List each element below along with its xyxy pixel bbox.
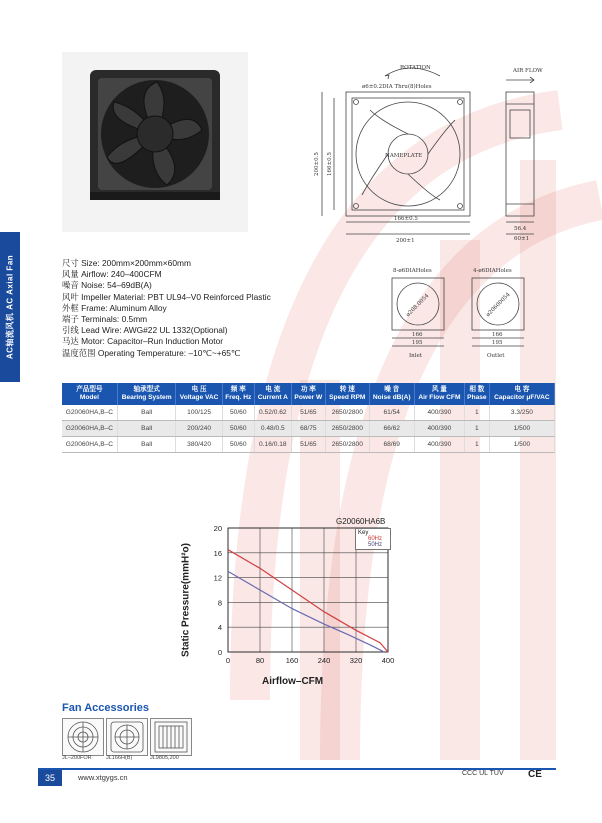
outlet-label: Outlet: [487, 353, 505, 359]
table-header-cell: [489, 383, 554, 405]
table-cell: 61/54: [369, 405, 414, 421]
header-en: Bearing System: [121, 394, 172, 401]
outlet-166: 166: [492, 332, 503, 338]
table-cell: 50/60: [222, 437, 254, 453]
table-cell: 50/60: [222, 421, 254, 437]
table-header-cell: [291, 383, 325, 405]
table-cell: G20060HA,B–C: [62, 437, 117, 453]
table-cell: 100/125: [176, 405, 222, 421]
table-header-cell: [222, 383, 254, 405]
spec-motor: 马达 Motor: Capacitor–Run Induction Motor: [62, 336, 224, 347]
chart-y-tick-label: 12: [213, 573, 222, 583]
dim-60: 60±1: [514, 236, 530, 242]
chart-y-tick-label: 8: [217, 598, 222, 608]
chart-x-tick-label: 80: [255, 656, 265, 665]
table-cell: 51/65: [291, 405, 325, 421]
header-en: Phase: [467, 394, 487, 401]
header-en: Freq. Hz: [225, 394, 252, 401]
spec-noise: 噪音 Noise: 54–69dB(A): [62, 280, 152, 291]
table-header-cell: [369, 383, 414, 405]
table-header-cell: [414, 383, 464, 405]
table-row: [62, 437, 555, 453]
inlet-hole-note: 8-ø6DIAHoles: [393, 268, 432, 274]
inlet-166: 166: [412, 332, 423, 338]
footer-url[interactable]: www.xtgygs.cn: [78, 773, 128, 782]
accessory-label: JL9805,200: [150, 755, 179, 761]
chart-x-tick-label: 0: [225, 656, 231, 665]
table-row: [62, 421, 555, 437]
side-tab-label: AC轴流风机 AC Axial Fan: [5, 254, 15, 360]
table-header-cell: [62, 383, 117, 405]
table-cell: 0.16/0.18: [254, 437, 291, 453]
header-en: Model: [79, 394, 99, 401]
chart-title: G20060HA6B: [336, 517, 386, 526]
header-en: Noise dB(A): [372, 394, 411, 401]
chart-x-tick-label: 240: [317, 656, 331, 665]
dim-200-h: 200±1: [396, 238, 415, 244]
inlet-diameter: ø208.0054: [405, 292, 431, 319]
header-cn: 电 容: [514, 386, 530, 393]
spec-list: [62, 258, 271, 359]
table-cell: 2650/2800: [325, 405, 369, 421]
spec-impeller: 风叶 Impeller Material: PBT UL94–V0 Reinforced Plastic: [62, 291, 271, 302]
table-cell: G20060HA,B–C: [62, 405, 117, 421]
header-en: Capacitor μF/VAC: [494, 394, 550, 401]
table-header-row: [62, 383, 555, 405]
spec-terminals: 端子 Terminals: 0.5mm: [62, 314, 148, 325]
chart-series-line-50hz: [228, 571, 384, 652]
legend-item-50hz: 50Hz: [368, 542, 383, 548]
chart-y-axis-text: Static Pressure(mmH²o): [180, 543, 192, 657]
airflow-label: AIR FLOW: [513, 68, 543, 74]
spec-size: 尺寸 Size: 200mm×200mm×60mm: [62, 258, 191, 268]
table-cell: 1: [464, 405, 489, 421]
accessory-filter: [150, 718, 192, 756]
table-cell: 2650/2800: [325, 421, 369, 437]
header-cn: 频 率: [230, 386, 246, 393]
nameplate-label: NAMEPLATE: [385, 153, 423, 159]
table-cell: 1: [464, 437, 489, 453]
header-en: Speed RPM: [329, 394, 366, 401]
table-cell: 0.48/0.5: [254, 421, 291, 437]
inlet-195: 195: [412, 340, 423, 346]
accessories-title: Fan Accessories: [62, 702, 150, 714]
accessory-label: JL166H(B): [106, 755, 133, 761]
table-cell: Ball: [117, 437, 176, 453]
table-cell: 66/62: [369, 421, 414, 437]
chart-y-tick-label: 16: [213, 548, 222, 558]
outlet-hole-note: 4-ø6DIAHoles: [473, 268, 512, 274]
table-header-cell: [464, 383, 489, 405]
spec-table: [62, 383, 555, 453]
spec-frame: 外框 Frame: Aluminum Alloy: [62, 302, 167, 313]
chart-y-tick-label: 4: [217, 623, 222, 633]
chart-legend: [355, 528, 391, 550]
table-cell: 1/500: [489, 421, 554, 437]
accessory-guard-square: [106, 718, 148, 756]
table-cell: 68/69: [369, 437, 414, 453]
chart-x-tick-label: 320: [349, 656, 363, 665]
dim-56: 56.4: [514, 226, 527, 232]
hole-note: ø6±0.2DIA Thru(8)Holes: [362, 84, 432, 90]
cert-logos: CCC UL TUV: [462, 770, 504, 777]
table-header-cell: [176, 383, 222, 405]
chart-y-tick-label: 20: [213, 524, 222, 533]
outlet-195: 195: [492, 340, 503, 346]
dim-200-v: 200±0.5: [314, 152, 320, 176]
table-cell: 68/75: [291, 421, 325, 437]
header-cn: 相 数: [469, 386, 485, 393]
spec-airflow: 风量 Airflow: 240–400CFM: [62, 269, 162, 280]
chart-y-tick-label: 0: [217, 648, 222, 657]
table-header-cell: [254, 383, 291, 405]
header-cn: 电 流: [265, 386, 281, 393]
chart-x-tick-label: 400: [381, 656, 395, 665]
page-number: 35: [38, 770, 62, 786]
table-body: [62, 405, 555, 453]
chart-series-line-60hz: [228, 550, 388, 652]
table-cell: 200/240: [176, 421, 222, 437]
table-cell: 400/390: [414, 405, 464, 421]
table-cell: G20060HA,B–C: [62, 421, 117, 437]
chart-x-axis-label: Airflow–CFM: [262, 676, 324, 687]
header-en: Power W: [294, 394, 323, 401]
legend-title: Key: [358, 530, 369, 536]
table-cell: 380/420: [176, 437, 222, 453]
header-cn: 轴承型式: [133, 386, 160, 393]
header-cn: 噪 音: [384, 386, 400, 393]
outlet-diameter: ø20600054: [485, 291, 512, 319]
inlet-label: Inlet: [409, 353, 422, 359]
header-cn: 转 速: [339, 386, 355, 393]
header-cn: 功 率: [300, 386, 316, 393]
table-cell: 0.52/0.62: [254, 405, 291, 421]
chart-y-axis-label: [176, 540, 196, 660]
accessory-label: JL–200FOR: [62, 755, 92, 761]
table-row: [62, 405, 555, 421]
table-cell: 3.3/250: [489, 405, 554, 421]
table-cell: 50/60: [222, 405, 254, 421]
table-cell: Ball: [117, 405, 176, 421]
table-cell: 400/390: [414, 421, 464, 437]
header-en: Current A: [257, 394, 288, 401]
header-cn: 风 量: [431, 386, 447, 393]
header-en: Air Flow CFM: [418, 394, 461, 401]
spec-lead-wire: 引线 Lead Wire: AWG#22 UL 1332(Optional): [62, 325, 228, 336]
chart-x-tick-label: 160: [285, 656, 299, 665]
table-cell: 1/500: [489, 437, 554, 453]
spec-temperature: 温度范围 Operating Temperature: –10℃~+65℃: [62, 347, 241, 358]
header-en: Voltage VAC: [179, 394, 219, 401]
table-cell: Ball: [117, 421, 176, 437]
header-cn: 电 压: [191, 386, 207, 393]
dim-166-h: 166±0.5: [394, 216, 418, 222]
table-cell: 1: [464, 421, 489, 437]
ce-mark: CE: [528, 769, 542, 780]
table-header-cell: [325, 383, 369, 405]
table-header-cell: [117, 383, 176, 405]
table-cell: 2650/2800: [325, 437, 369, 453]
accessory-guard-round: [62, 718, 104, 756]
header-cn: 产品型号: [76, 386, 103, 393]
legend-item-60hz: 60Hz: [368, 536, 383, 542]
table-cell: 400/390: [414, 437, 464, 453]
table-cell: 51/65: [291, 437, 325, 453]
rotation-label: ROTATION: [400, 65, 431, 71]
dim-166-v: 166±0.5: [327, 152, 333, 176]
